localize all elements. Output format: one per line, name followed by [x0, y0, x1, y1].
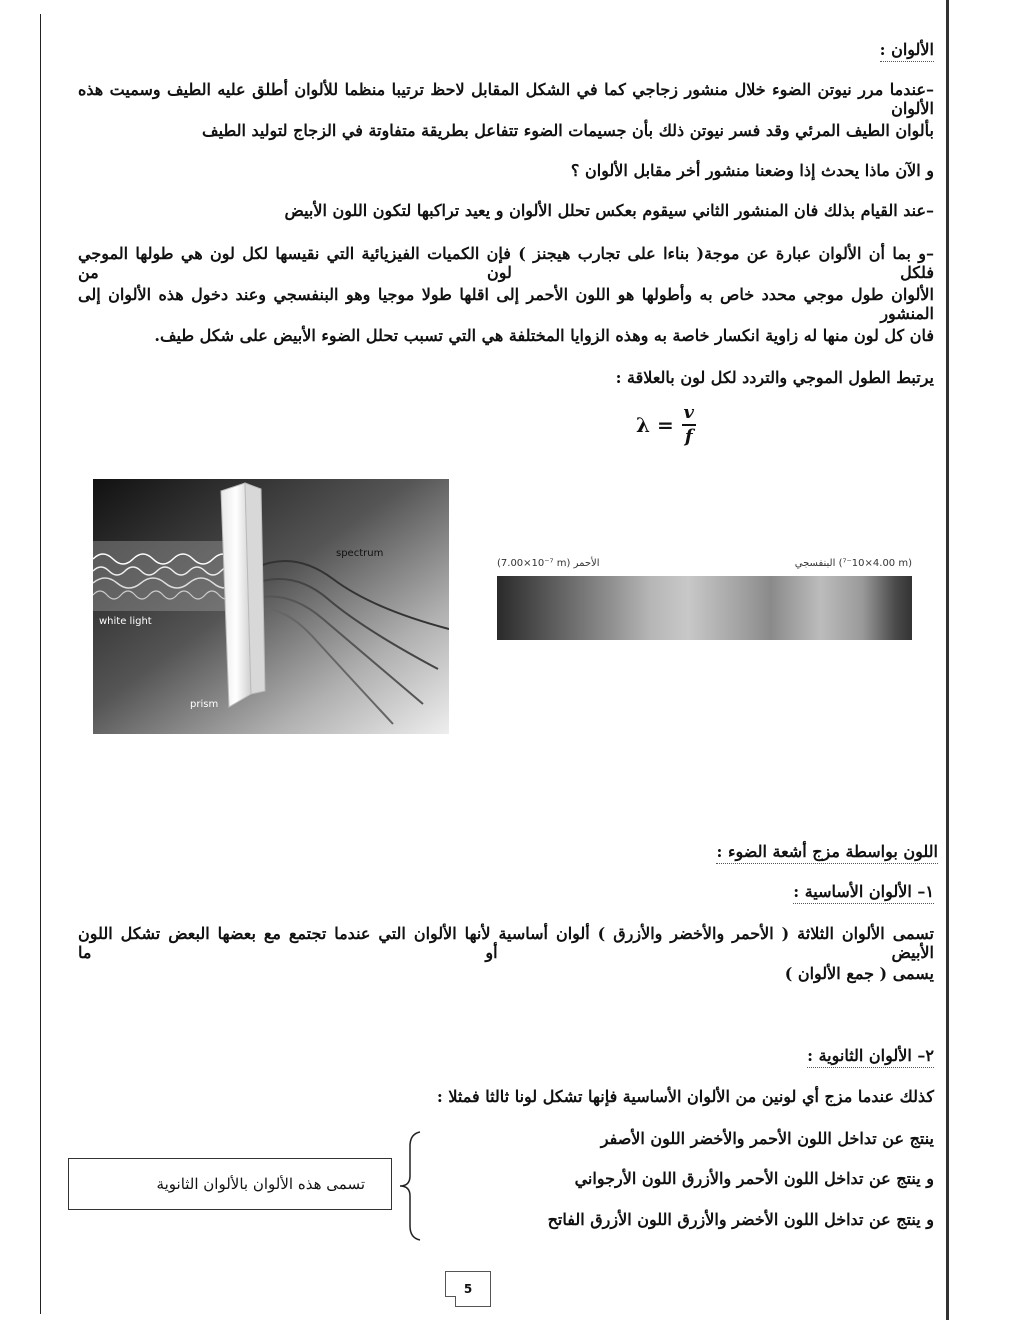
note-text: تسمى هذه الألوان بالألوان الثانوية [156, 1175, 365, 1193]
relation-text: يرتبط الطول الموجي والتردد لكل لون بالعلاقة : [615, 368, 934, 387]
colors-heading: الألوان : [880, 40, 934, 62]
spectrum-gradient [497, 576, 912, 640]
secondary-colors-note [68, 1158, 392, 1210]
formula-numerator: v [683, 402, 694, 423]
primary-text-line2: يسمى ( جمع الألوان ) [784, 964, 934, 983]
answer-line: –عند القيام بذلك فان المنشور الثاني سيقوم بعكس تحلل الألوان و يعيد تراكبها لتكون اللون الأبيض [284, 201, 934, 220]
curly-bracket [396, 1130, 426, 1242]
secondary-intro: كذلك عندما مزج أي لونين من الألوان الأساسية فإنها تشكل لونا ثالثا فمثلا : [436, 1087, 934, 1106]
secondary-item-cyan: و ينتج عن تداخل اللون الأخضر والأزرق اللون الأزرق الفاتح [547, 1210, 934, 1229]
prism-label: prism [190, 699, 219, 710]
formula-fraction [682, 404, 696, 446]
para1-line2: بألوان الطيف المرئي وقد فسر نيوتن ذلك بأن جسيمات الضوء تتفاعل بطريقة متفاوتة في الزجاج لتوليد الطيف [202, 121, 934, 140]
red-wavelength-label: (7.00×10⁻⁷ m) الأحمر [497, 558, 600, 569]
formula-denominator: f [684, 426, 693, 447]
question-line: و الآن ماذا يحدث إذا وضعنا منشور أخر مقابل الألوان ؟ [570, 161, 934, 180]
secondary-item-magenta: و ينتج عن تداخل اللون الأحمر والأزرق اللون الأرجواني [574, 1169, 934, 1188]
mixing-heading: اللون بواسطة مزج أشعة الضوء : [716, 842, 938, 864]
page-number [445, 1271, 491, 1307]
visible-spectrum-bar [497, 558, 912, 640]
para2-line3: فان كل لون منها له زاوية انكسار خاصة به وهذه الزوايا المختلفة هي التي تسبب تحلل الضوء الأبيض على شكل طيف. [154, 326, 934, 345]
wavelength-formula [636, 404, 696, 446]
primary-heading: ١– الألوان الأساسية : [793, 882, 934, 904]
violet-wavelength-label: البنفسجي (4.00×10⁻⁷ m) [794, 558, 912, 569]
page-number-text: 5 [463, 1282, 473, 1296]
secondary-item-yellow: ينتج عن تداخل اللون الأحمر والأخضر اللون الأصفر [600, 1129, 934, 1148]
para1-line1: –عندما مرر نيوتن الضوء خلال منشور زجاجي كما في الشكل المقابل لاحظ ترتيبا منظما للألوان أطلق عليه الطيف وسميت هذه الألوان [78, 80, 934, 119]
page-edge [946, 0, 949, 1320]
para2-line2: الألوان طول موجي محدد خاص به وأطولها هو اللون الأحمر إلى اقلها طولا موجيا وهو البنفسجي وعند دخول هذه الألوان إلى المنشور [78, 285, 934, 324]
spectrum-label: spectrum [336, 548, 384, 559]
formula-lhs: λ = [636, 413, 674, 437]
prism-dispersion-image [93, 479, 449, 734]
para2-line1: –و بما أن الألوان عبارة عن موجة( بناءا على تجارب هيجنز ) فإن الكميات الفيزيائية التي نقيسها لكل لون هي طولها الموجي فلكل لون من [78, 244, 934, 283]
white-light-label: white light [99, 616, 152, 627]
primary-text-line1: تسمى الألوان الثلاثة ( الأحمر والأخضر والأزرق ) ألوان أساسية لأنها الألوان التي عندما تجتمع مع بعضها البعض تشكل اللون الأبيض أو ما [78, 924, 935, 963]
secondary-heading: ٢– الألوان الثانوية : [807, 1046, 934, 1068]
